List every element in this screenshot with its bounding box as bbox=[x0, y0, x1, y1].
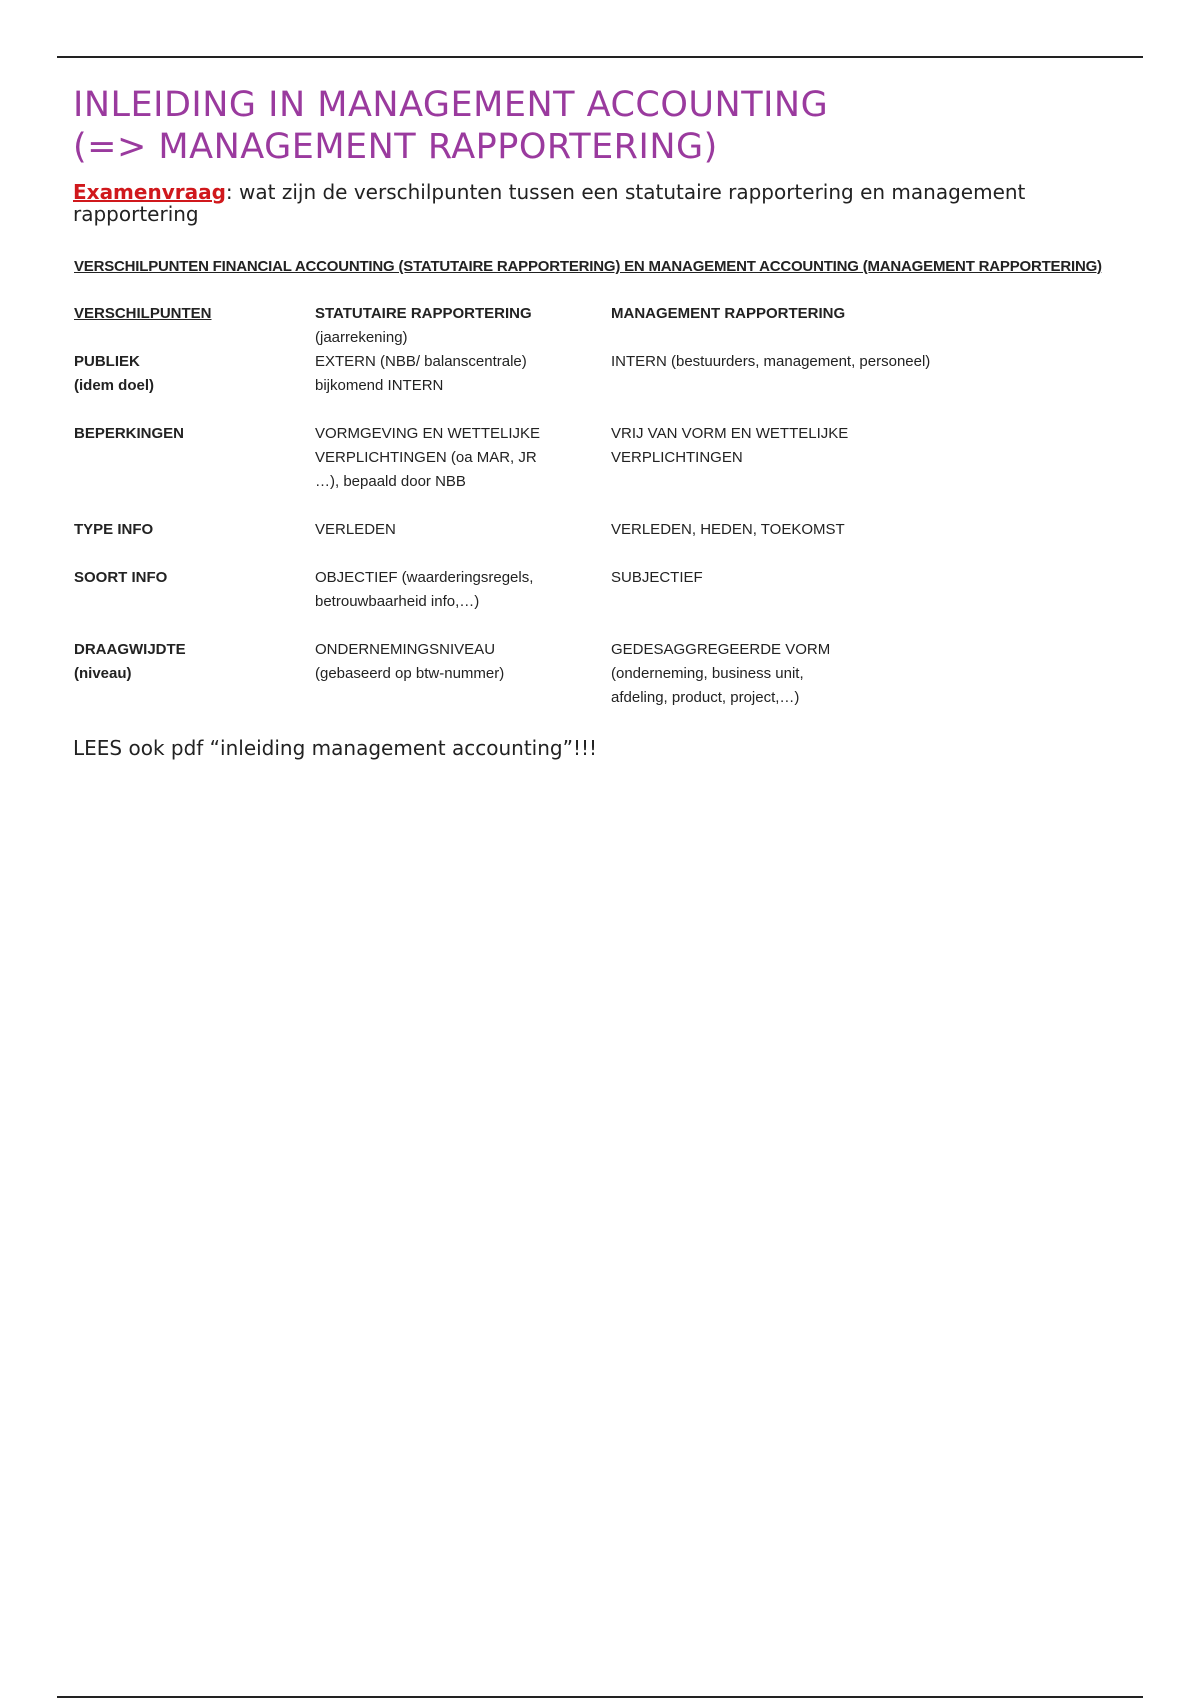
row-label-line: TYPE INFO bbox=[74, 521, 154, 538]
cell-line: SUBJECTIEF bbox=[611, 569, 703, 586]
row-draagwijdte-statutaire bbox=[315, 638, 611, 734]
cell-line: GEDESAGGREGEERDE VORM bbox=[611, 641, 831, 658]
row-publiek-statutaire bbox=[315, 350, 611, 422]
comparison-table-heading: VERSCHILPUNTEN FINANCIAL ACCOUNTING (STATUTAIRE RAPPORTERING) EN MANAGEMENT ACCOUNTING (MANAGEMENT RAPPORTERING) bbox=[74, 258, 1102, 275]
col-header-verschilpunten bbox=[74, 302, 315, 350]
page-title-line-1: INLEIDING IN MANAGEMENT ACCOUNTING bbox=[73, 85, 829, 125]
cell-line: VRIJ VAN VORM EN WETTELIJKE bbox=[611, 425, 849, 442]
comparison-table bbox=[74, 302, 1114, 734]
cell-line: …), bepaald door NBB bbox=[315, 473, 466, 490]
row-soort-info-statutaire bbox=[315, 566, 611, 638]
row-label-line: PUBLIEK bbox=[74, 353, 140, 370]
row-soort-info-label bbox=[74, 566, 315, 638]
row-beperkingen-statutaire bbox=[315, 422, 611, 518]
page-title-line-2: (=> MANAGEMENT RAPPORTERING) bbox=[73, 127, 718, 167]
cell-line: (onderneming, business unit, bbox=[611, 665, 804, 682]
read-also-note: LEES ook pdf “inleiding management accounting”!!! bbox=[73, 736, 598, 760]
cell-line: ONDERNEMINGSNIVEAU bbox=[315, 641, 496, 658]
cell-line: afdeling, product, project,…) bbox=[611, 689, 800, 706]
cell-line: OBJECTIEF (waarderingsregels, bbox=[315, 569, 534, 586]
cell-line: EXTERN (NBB/ balanscentrale) bbox=[315, 353, 527, 370]
col-header-statutaire-label: STATUTAIRE RAPPORTERING bbox=[315, 305, 532, 322]
bottom-rule bbox=[57, 1696, 1143, 1698]
cell-line: VERPLICHTINGEN (oa MAR, JR bbox=[315, 449, 537, 466]
row-label-line: SOORT INFO bbox=[74, 569, 168, 586]
row-label-line: (niveau) bbox=[74, 665, 132, 682]
row-label-line: DRAAGWIJDTE bbox=[74, 641, 186, 658]
cell-line: VORMGEVING EN WETTELIJKE bbox=[315, 425, 541, 442]
row-publiek-label bbox=[74, 350, 315, 422]
page-title bbox=[73, 84, 1133, 168]
col-header-management bbox=[611, 302, 1114, 350]
exam-question-label: Examenvraag bbox=[73, 180, 226, 204]
row-draagwijdte-label bbox=[74, 638, 315, 734]
cell-line: betrouwbaarheid info,…) bbox=[315, 593, 480, 610]
comparison-table-image bbox=[74, 258, 1114, 734]
row-publiek-management bbox=[611, 350, 1114, 422]
row-label-line: BEPERKINGEN bbox=[74, 425, 185, 442]
row-soort-info-management bbox=[611, 566, 1114, 638]
cell-line: bijkomend INTERN bbox=[315, 377, 444, 394]
cell-line: VERLEDEN, HEDEN, TOEKOMST bbox=[611, 521, 845, 538]
row-type-info-label bbox=[74, 518, 315, 566]
row-type-info-statutaire bbox=[315, 518, 611, 566]
cell-line: VERPLICHTINGEN bbox=[611, 449, 743, 466]
top-rule bbox=[57, 56, 1143, 58]
cell-line: (gebaseerd op btw-nummer) bbox=[315, 665, 505, 682]
row-type-info-management bbox=[611, 518, 1114, 566]
row-beperkingen-management bbox=[611, 422, 1114, 518]
row-beperkingen-label bbox=[74, 422, 315, 518]
exam-question-text: : wat zijn de verschilpunten tussen een statutaire rapportering en management rapportering bbox=[73, 180, 1026, 226]
col-header-statutaire bbox=[315, 302, 611, 350]
exam-question bbox=[73, 181, 1123, 225]
row-draagwijdte-management bbox=[611, 638, 1114, 734]
row-label-line: (idem doel) bbox=[74, 377, 155, 394]
col-header-management-label: MANAGEMENT RAPPORTERING bbox=[611, 305, 846, 322]
cell-line: INTERN (bestuurders, management, personeel) bbox=[611, 353, 931, 370]
col-header-verschilpunten-label: VERSCHILPUNTEN bbox=[74, 305, 212, 322]
cell-line: VERLEDEN bbox=[315, 521, 396, 538]
col-header-statutaire-sub: (jaarrekening) bbox=[315, 329, 408, 346]
